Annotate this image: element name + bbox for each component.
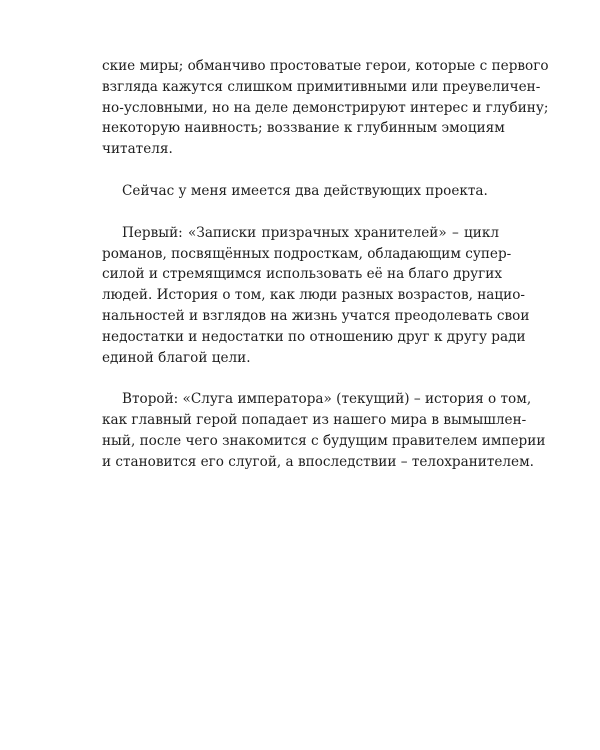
paragraph-3	[102, 223, 530, 369]
text-line: единой благой цели.	[102, 349, 251, 366]
text-line: как главный герой попадает из нашего мира в вымышлен-	[102, 412, 527, 429]
text-line: ские миры; обманчиво простоватые герои, которые с первого	[102, 58, 549, 74]
text-line: Первый: «Записки призрачных хранителей» – цикл	[122, 224, 499, 241]
text-line: Сейчас у меня имеется два действующих проекта.	[122, 182, 488, 199]
body-text	[102, 56, 549, 494]
text-line: романов, посвящённых подросткам, обладающим супер-	[102, 245, 512, 262]
text-line: ный, после чего знакомится с будущим правителем империи	[102, 432, 546, 449]
text-line: взгляда кажутся слишком примитивными или преувеличен-	[102, 78, 541, 95]
text-line: и становится его слугой, а впоследствии – телохранителем.	[102, 453, 534, 470]
text-line: людей. История о том, как люди разных возрастов, нацио-	[102, 287, 525, 304]
paragraph-4	[102, 389, 546, 472]
text-line: но-условными, но на деле демонстрируют интерес и глубину;	[102, 99, 549, 116]
text-line: недостатки и недостатки по отношению друг к другу ради	[102, 328, 526, 345]
text-line: некоторую наивность; воззвание к глубинным эмоциям	[102, 120, 505, 137]
text-line: силой и стремящимся использовать её на благо других	[102, 266, 502, 283]
text-line: нальностей и взглядов на жизнь учатся преодолевать свои	[102, 307, 530, 324]
text-line: Второй: «Слуга императора» (текущий) – история о том,	[122, 391, 532, 408]
text-line: читателя.	[102, 141, 173, 158]
paragraph-1	[102, 56, 549, 160]
paragraph-2	[102, 181, 499, 202]
